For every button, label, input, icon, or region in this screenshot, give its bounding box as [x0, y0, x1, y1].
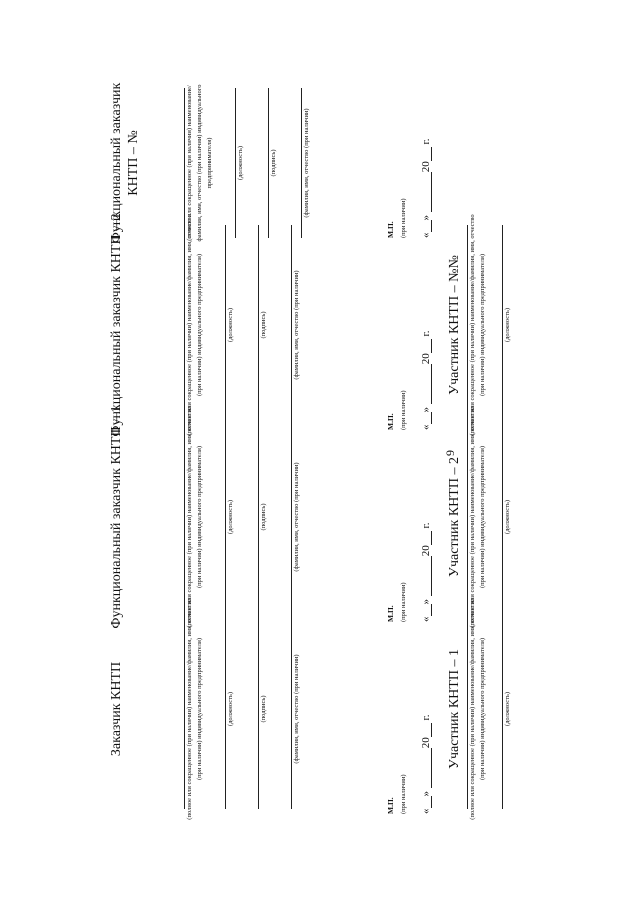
stamp-mark: М.П. [386, 605, 395, 622]
position-hint: (должность) [227, 499, 234, 535]
org-hint: (полное или сокращенное (при наличии) наименование/фамилия, имя, отчество (при наличии) индивидуального предпринимателя) [186, 84, 213, 242]
org-hint: (полное или сокращенное (при наличии) наименование/фамилия, имя, отчество (при наличии) индивидуального предпринимателя) [469, 598, 486, 820]
functional-customer-n-block [108, 78, 312, 248]
signature-hint: (подпись) [260, 311, 267, 339]
block-title: Заказчик КНТП [109, 661, 124, 757]
name-hint: (фамилия, имя, отчество (при наличии) [293, 270, 300, 380]
name-hint: (фамилия, имя, отчество (при наличии) [293, 654, 300, 764]
block-title: Функциональный заказчик КНТП – № [109, 82, 141, 244]
stamp-note: (при наличии) [400, 198, 407, 238]
page-number: 9 [443, 450, 457, 456]
name-hint: (фамилия, имя, отчество (при наличии) [293, 462, 300, 572]
date-field: «» 20 г. [420, 714, 432, 814]
signature-hint: (подпись) [260, 503, 267, 531]
org-hint: (полное или сокращенное (при наличии) наименование/фамилия, имя, отчество (при наличии) индивидуального предпринимателя) [186, 406, 203, 628]
org-hint: (полное или сокращенное (при наличии) наименование/фамилия, имя, отчество (при наличии) индивидуального предпринимателя) [469, 406, 486, 628]
participant-title: Участник КНТП – №№ [447, 255, 462, 395]
stamp-mark: М.П. [386, 797, 395, 814]
stamp-note: (при наличии) [400, 390, 407, 430]
signature-table [100, 72, 540, 832]
block-title: Функциональный заказчик КНТП – 1 [109, 405, 124, 629]
stamp-note: (при наличии) [400, 774, 407, 814]
stamp-mark: М.П. [386, 413, 395, 430]
position-hint: (должность) [504, 499, 511, 535]
position-hint: (должность) [227, 307, 234, 343]
position-hint: (должность) [504, 691, 511, 727]
position-hint: (должность) [237, 145, 244, 181]
signature-hint: (подпись) [260, 695, 267, 723]
org-hint: (полное или сокращенное (при наличии) наименование/фамилия, имя, отчество (при наличии) индивидуального предпринимателя) [186, 598, 203, 820]
participant-n-block [446, 210, 513, 440]
date-field: «» 20 г. [420, 138, 432, 238]
date-field: «» 20 г. [420, 330, 432, 430]
stamp-mark: М.П. [386, 221, 395, 238]
signature-hint: (подпись) [270, 149, 277, 177]
stamp-note: (при наличии) [400, 582, 407, 622]
block-title: Функциональный заказчик КНТП – 2 [109, 213, 124, 437]
org-hint: (полное или сокращенное (при наличии) наименование/фамилия, имя, отчество (при наличии) индивидуального предпринимателя) [469, 214, 486, 436]
name-hint: (фамилия, имя, отчество (при наличии) [303, 108, 310, 218]
participant-title: Участник КНТП – 1 [447, 649, 462, 769]
participant-title: Участник КНТП – 2 [447, 457, 462, 577]
position-hint: (должность) [504, 307, 511, 343]
org-hint: (полное или сокращенное (при наличии) наименование/фамилия, имя, отчество (при наличии) индивидуального предпринимателя) [186, 214, 203, 436]
position-hint: (должность) [227, 691, 234, 727]
date-field: «» 20 г. [420, 522, 432, 622]
